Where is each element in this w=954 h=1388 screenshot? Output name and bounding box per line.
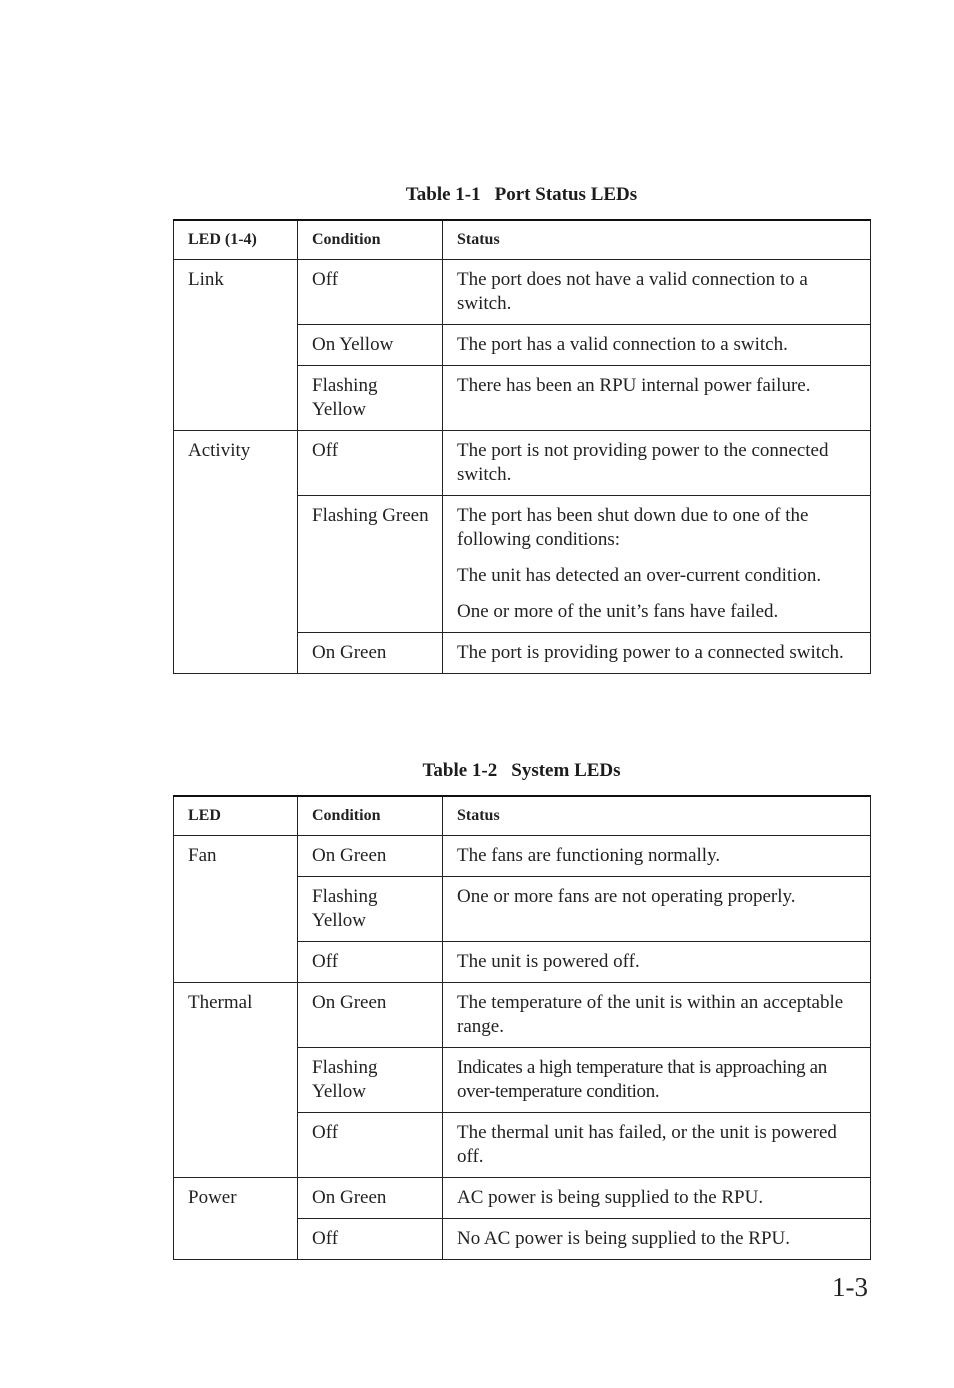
condition-cell: On Yellow: [298, 325, 443, 366]
status-cell: [443, 942, 871, 983]
status-cell: [443, 431, 871, 496]
condition-cell: Flashing Yellow: [298, 877, 443, 942]
condition-cell: Off: [298, 942, 443, 983]
status-cell: [443, 496, 871, 633]
condition-cell: Off: [298, 431, 443, 496]
header-status: Status: [443, 220, 871, 260]
table-2-caption-number: Table 1-2: [422, 760, 498, 781]
status-text: One or more of the unit’s fans have failed.: [457, 601, 779, 622]
status-text: AC power is being supplied to the RPU.: [457, 1187, 764, 1208]
port-status-leds-table: [173, 219, 871, 674]
status-text: The port is not providing power to the connected switch.: [457, 440, 829, 485]
table-row: [174, 431, 871, 496]
condition-cell: Off: [298, 1113, 443, 1178]
table-row: [174, 983, 871, 1048]
status-text: The thermal unit has failed, or the unit is powered off.: [457, 1122, 837, 1167]
status-cell: [443, 983, 871, 1048]
condition-cell: Flashing Yellow: [298, 1048, 443, 1113]
status-text: The port is providing power to a connected switch.: [457, 642, 844, 663]
status-text: The port has a valid connection to a switch.: [457, 334, 788, 355]
header-led: LED: [174, 796, 298, 836]
status-cell: [443, 1048, 871, 1113]
condition-cell: On Green: [298, 983, 443, 1048]
status-text: The port has been shut down due to one of the following conditions:: [457, 505, 809, 550]
table-header-row: [174, 796, 871, 836]
condition-cell: Off: [298, 1219, 443, 1260]
led-cell: Fan: [174, 836, 298, 983]
status-text: There has been an RPU internal power failure.: [457, 375, 811, 396]
condition-cell: Flashing Green: [298, 496, 443, 633]
status-text: The temperature of the unit is within an acceptable range.: [457, 992, 844, 1037]
status-text: The fans are functioning normally.: [457, 845, 721, 866]
status-text: The port does not have a valid connection to a switch.: [457, 269, 808, 314]
system-leds-table: [173, 795, 871, 1260]
page-number: 1-3: [832, 1272, 868, 1302]
status-text: The unit is powered off.: [457, 951, 640, 972]
status-text: One or more fans are not operating properly.: [457, 886, 796, 907]
status-cell: [443, 260, 871, 325]
table-1-caption-number: Table 1-1: [405, 184, 481, 205]
table-2-caption: [173, 760, 870, 782]
led-cell: Power: [174, 1178, 298, 1260]
status-cell: [443, 633, 871, 674]
status-text: No AC power is being supplied to the RPU.: [457, 1228, 791, 1249]
header-condition: Condition: [298, 220, 443, 260]
table-1-caption: [173, 184, 870, 206]
header-status: Status: [443, 796, 871, 836]
header-led: LED (1-4): [174, 220, 298, 260]
table-header-row: [174, 220, 871, 260]
condition-cell: On Green: [298, 1178, 443, 1219]
table-row: [174, 260, 871, 325]
status-cell: [443, 1113, 871, 1178]
status-cell: [443, 836, 871, 877]
header-condition: Condition: [298, 796, 443, 836]
condition-cell: Flashing Yellow: [298, 366, 443, 431]
condition-cell: On Green: [298, 633, 443, 674]
status-cell: [443, 325, 871, 366]
table-2-caption-title: System LEDs: [511, 760, 621, 781]
status-cell: [443, 1178, 871, 1219]
status-text: The unit has detected an over-current condition.: [457, 565, 822, 586]
status-cell: [443, 366, 871, 431]
led-cell: Thermal: [174, 983, 298, 1178]
table-1-caption-title: Port Status LEDs: [494, 184, 638, 205]
condition-cell: Off: [298, 260, 443, 325]
condition-cell: On Green: [298, 836, 443, 877]
status-cell: [443, 877, 871, 942]
table-row: [174, 1178, 871, 1219]
table-row: [174, 836, 871, 877]
status-text: Indicates a high temperature that is approaching an over-temperature condition.: [457, 1057, 827, 1102]
status-cell: [443, 1219, 871, 1260]
led-cell: Link: [174, 260, 298, 431]
led-cell: Activity: [174, 431, 298, 674]
